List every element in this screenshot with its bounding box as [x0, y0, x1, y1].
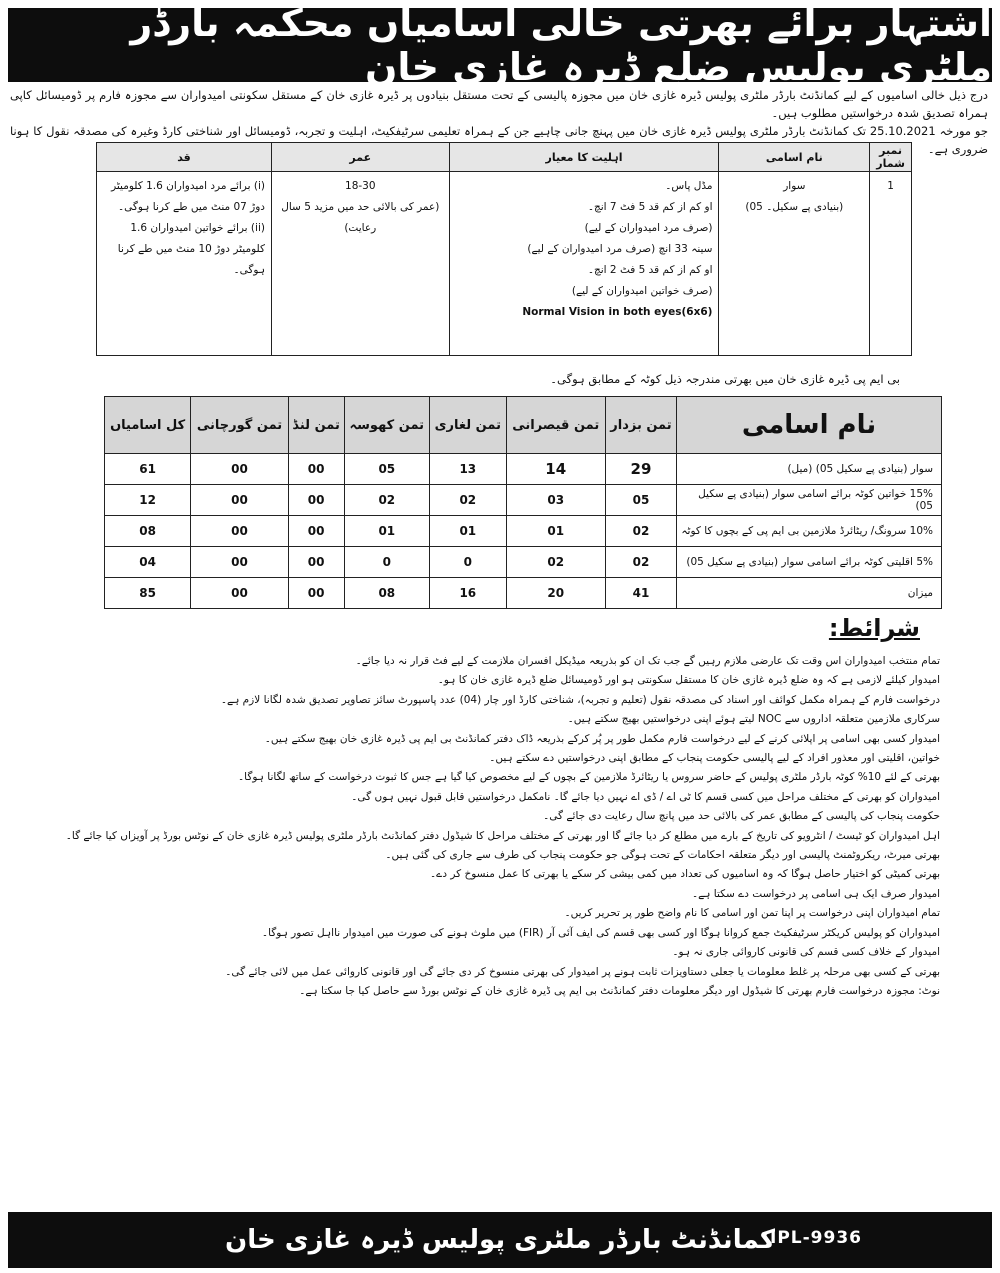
cell-value: 00 — [288, 485, 344, 516]
cell-value: 00 — [288, 578, 344, 609]
cell-total: 04 — [105, 547, 191, 578]
condition-item: بھرتی کے لئے 10% کوٹہ بارڈر ملٹری پولیس کے حاضر سروس یا ریٹائرڈ ملازمین کے بچوں کے لیے مخصوص کیا گیا ہے جس کا ثبوت درخواست کے ساتھ لگانا ہوگا۔ — [238, 771, 940, 784]
cell-value: 00 — [288, 454, 344, 485]
condition-item: امیدوار کے خلاف کسی قسم کی قانونی کاروائی جاری نہ ہو۔ — [672, 946, 940, 959]
criteria-line: (صرف خواتین امیدواران کے لیے) — [571, 285, 713, 297]
cell-value: 00 — [191, 578, 288, 609]
table-row — [97, 172, 912, 356]
physical-test-cell — [97, 172, 272, 356]
cell-value: 08 — [344, 578, 430, 609]
conditions-heading: شرائط: — [828, 614, 920, 642]
cell-value: 00 — [191, 516, 288, 547]
physical-test-line: (i) برائے مرد امیدواران 1.6 کلومیٹر دوڑ 07 منٹ میں طے کرنا ہوگی۔ — [111, 180, 265, 213]
row-label: میزان — [677, 578, 942, 609]
criteria-line: مڈل پاس۔ — [665, 180, 713, 192]
ipl-number: IPL-9936 — [770, 1228, 862, 1248]
table-row — [105, 516, 942, 547]
table-total-row — [105, 578, 942, 609]
vision-requirement: Normal Vision in both eyes(6x6) — [522, 306, 713, 318]
cell-total: 85 — [105, 578, 191, 609]
criteria-line: او کم از کم قد 5 فٹ 2 انچ۔ — [587, 264, 713, 276]
col-post: نام اسامی — [719, 143, 870, 172]
row-label: 10% سرونگ/ ریٹائرڈ ملازمین بی ایم پی کے بچوں کا کوٹہ — [677, 516, 942, 547]
cell-value: 02 — [430, 485, 507, 516]
condition-item: درخواست فارم کے ہمراہ مکمل کوائف اور اسناد کی مصدقہ نقول (تعلیم و تجربہ)، شناختی کارڈ اور چار (04) عدد پاسپورٹ سائز تصاویر تصدیق شدہ لگانا لازم ہے۔ — [220, 693, 940, 706]
cell-value: 0 — [344, 547, 430, 578]
age-range: 18-30 — [345, 180, 376, 192]
condition-item: حکومت پنجاب کی پالیسی کے مطابق عمر کی بالائی حد میں پانچ سال رعایت دی جائے گی۔ — [543, 810, 940, 823]
col-lund: تمن لنڈ — [288, 397, 344, 454]
table-row — [105, 454, 942, 485]
condition-item: نوٹ: مجوزہ درخواست فارم بھرتی کا شیڈول اور دیگر معلومات دفتر کمانڈنٹ بی ایم پی ڈیرہ غازی خان کے نوٹس بورڈ سے حاصل کیا جا سکتا ہے۔ — [299, 984, 940, 997]
condition-item: تمام منتخب امیدواران اس وقت تک عارضی ملازم رہیں گے جب تک ان کو بذریعہ میڈیکل افسران ملازمت کے لیے فٹ قرار نہ دیا جائے۔ — [355, 655, 940, 667]
col-age: عمر — [271, 143, 449, 172]
col-serial: نمبر شمار — [870, 143, 912, 172]
condition-item: بھرتی کمیٹی کو اختیار حاصل ہوگا کہ وہ اسامیوں کی تعداد میں کمی بیشی کر سکے یا بھرتی کا عمل منسوخ کر دے۔ — [430, 868, 940, 881]
cell-total: 12 — [105, 485, 191, 516]
col-buzdar: تمن بزدار — [605, 397, 676, 454]
condition-item: امیدواران کو بھرتی کے مختلف مراحل میں کسی قسم کا ٹی اے / ڈی اے نہیں دیا جائے گا۔ نامکمل درخواستیں قابل قبول نہیں ہوں گی۔ — [351, 790, 940, 803]
col-qaisrani: تمن قیصرانی — [506, 397, 605, 454]
col-gorchani: تمن گورچانی — [191, 397, 288, 454]
serial-cell: 1 — [870, 172, 912, 356]
age-cell — [271, 172, 449, 356]
cell-value: 01 — [430, 516, 507, 547]
cell-value: 00 — [288, 516, 344, 547]
post-scale: (بنیادی پے سکیل۔ 05) — [745, 201, 844, 213]
condition-item: اہل امیدواران کو ٹیسٹ / انٹرویو کی تاریخ کے بارے میں مطلع کر دیا جائے گا اور بھرتی کے مختلف مراحل کا شیڈول دفتر کمانڈنٹ بارڈر ملٹری پولیس ڈیرہ غازی خان کے نوٹس بورڈ پر آویزاں کیا جائے گا۔ — [65, 829, 940, 842]
condition-item: خواتین، اقلیتی اور معذور افراد کے لیے پالیسی حکومت پنجاب کے مطابق اپنی درخواستیں دے سکتے ہیں۔ — [489, 752, 940, 765]
table-header-row — [97, 143, 912, 172]
condition-item: امیدوار کیلئے لازمی ہے کہ وہ ضلع ڈیرہ غازی خان کا مستقل سکونتی ہو اور ڈومیسائل ضلع ڈیرہ غازی خان کا ہو۔ — [437, 674, 940, 687]
cell-value: 00 — [288, 547, 344, 578]
cell-value: 29 — [605, 454, 676, 485]
cell-value: 02 — [605, 547, 676, 578]
quota-table — [104, 396, 942, 609]
header-banner — [8, 1, 992, 89]
criteria-line: (صرف مرد امیدواران کے لیے) — [584, 222, 713, 234]
condition-item: بھرتی میرٹ، ریکروٹمنٹ پالیسی اور دیگر متعلقہ احکامات کے تحت ہوگی جو حکومت پنجاب کی طرف سے جاری کی گئی ہیں۔ — [385, 849, 940, 862]
table-row — [105, 547, 942, 578]
intro-line: جو مورخہ 25.10.2021 تک کمانڈنٹ بارڈر ملٹری پولیس ڈیرہ غازی خان میں پہنچ جانی چاہیے جن کے ہمراہ تعلیمی سرٹیفکیٹ، اہلیت و تجربہ، ڈومیسائل اور شناختی کارڈ وغیرہ کی مصدقہ نقول کا ہونا ضروری ہے۔ — [10, 124, 988, 156]
physical-test-line: (ii) برائے خواتین امیدواران 1.6 کلومیٹر دوڑ 10 منٹ میں طے کرنا ہوگی۔ — [117, 222, 265, 276]
col-height: قد — [97, 143, 272, 172]
col-criteria: اہلیت کا معیار — [449, 143, 719, 172]
footer-banner — [8, 1212, 992, 1268]
row-label: سوار (بنیادی پے سکیل 05) (میل) — [677, 454, 942, 485]
cell-value: 02 — [605, 516, 676, 547]
eligibility-table — [96, 142, 912, 356]
col-total: کل اسامیاں — [105, 397, 191, 454]
cell-value: 01 — [506, 516, 605, 547]
cell-value: 20 — [506, 578, 605, 609]
table-header-row — [105, 397, 942, 454]
criteria-cell — [449, 172, 719, 356]
condition-item: بھرتی کے کسی بھی مرحلہ پر غلط معلومات یا جعلی دستاویزات ثابت ہونے پر امیدوار کی بھرتی منسوخ کر دی جائے گی اور قانونی کاروائی عمل میں لائی جائے گی۔ — [225, 965, 940, 978]
cell-value: 14 — [506, 454, 605, 485]
cell-value: 05 — [344, 454, 430, 485]
page-title: اشتہار برائے بھرتی خالی آسامیاں محکمہ بارڈر ملٹری پولیس ضلع ڈیرہ غازی خان — [130, 1, 992, 89]
cell-total: 08 — [105, 516, 191, 547]
quota-note: بی ایم پی ڈیرہ غازی خان میں بھرتی مندرجہ ذیل کوٹہ کے مطابق ہوگی۔ — [550, 372, 900, 386]
cell-value: 01 — [344, 516, 430, 547]
conditions-list — [10, 652, 940, 1001]
condition-item: امیدوار کسی بھی اسامی پر اپلائی کرنے کے لیے درخواست فارم مکمل طور پر پُر کرکے بذریعہ ڈاک دفتر کمانڈنٹ بی ایم پی ڈیرہ غازی خان بھیج سکتے ہیں۔ — [264, 732, 940, 745]
footer-issuer: کمانڈنٹ بارڈر ملٹری پولیس ڈیرہ غازی خان — [225, 1225, 776, 1255]
post-name: سوار — [783, 180, 806, 192]
cell-value: 0 — [430, 547, 507, 578]
cell-value: 02 — [344, 485, 430, 516]
condition-item: تمام امیدواران اپنی درخواست پر اپنا تمن اور اسامی کا نام واضح طور پر تحریر کریں۔ — [564, 907, 940, 920]
cell-value: 16 — [430, 578, 507, 609]
condition-item: امیدوار صرف ایک ہی اسامی پر درخواست دے سکتا ہے۔ — [692, 887, 940, 900]
condition-item: سرکاری ملازمین متعلقہ اداروں سے NOC لیتے ہوئے اپنی درخواستیں بھیج سکتے ہیں۔ — [567, 713, 940, 726]
cell-value: 02 — [506, 547, 605, 578]
criteria-line: سینہ 33 انچ (صرف مرد امیدواران کے لیے) — [527, 243, 713, 255]
age-relaxation: (عمر کی بالائی حد میں مزید 5 سال رعایت) — [281, 201, 440, 234]
col-post-name: نام اسامی — [677, 397, 942, 454]
row-label: 5% اقلیتی کوٹہ برائے اسامی سوار (بنیادی پے سکیل 05) — [677, 547, 942, 578]
criteria-line: او کم از کم قد 5 فٹ 7 انچ۔ — [587, 201, 713, 213]
cell-value: 00 — [191, 547, 288, 578]
cell-total: 61 — [105, 454, 191, 485]
row-label: 15% خواتین کوٹہ برائے اسامی سوار (بنیادی پے سکیل 05) — [677, 485, 942, 516]
col-leghari: تمن لغاری — [430, 397, 507, 454]
cell-value: 13 — [430, 454, 507, 485]
cell-value: 05 — [605, 485, 676, 516]
cell-value: 00 — [191, 454, 288, 485]
col-khosa: تمن کھوسہ — [344, 397, 430, 454]
table-row — [105, 485, 942, 516]
cell-value: 00 — [191, 485, 288, 516]
condition-item: امیدواران کو پولیس کریکٹر سرٹیفکیٹ جمع کروانا ہوگا اور کسی بھی قسم کی ایف آئی آر (FIR) میں ملوث ہونے کی صورت میں امیدوار نااہل تصور ہوگا۔ — [261, 926, 940, 939]
cell-value: 41 — [605, 578, 676, 609]
post-cell — [719, 172, 870, 356]
intro-line: درج ذیل خالی اسامیوں کے لیے کمانڈنٹ بارڈر ملٹری پولیس ڈیرہ غازی خان میں مجوزہ پالیسی کے تحت مستقل بنیادوں پر ڈیرہ غازی خان کے مستقل سکونتی امیدواران سے مجوزہ فارم پر ڈومیسائل کاپی ہمراہ تصدیق شدہ درخواستیں مطلوب ہیں۔ — [10, 88, 988, 120]
cell-value: 03 — [506, 485, 605, 516]
